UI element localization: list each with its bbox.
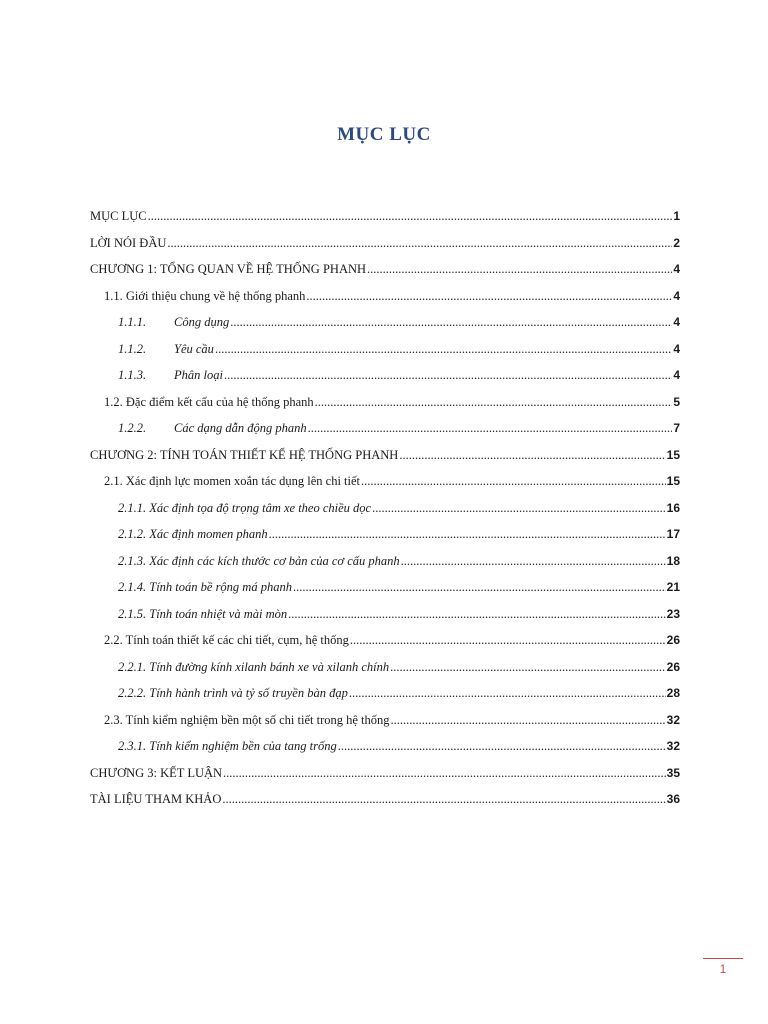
toc-leader bbox=[293, 579, 666, 595]
toc-entry[interactable] bbox=[118, 685, 680, 701]
toc-entry[interactable] bbox=[104, 394, 680, 410]
toc-entry-label: 1.1. Giới thiệu chung về hệ thống phanh bbox=[104, 289, 306, 303]
toc-entry-page: 17 bbox=[666, 527, 680, 541]
toc-entry-label: 2.1.4. Tính toán bề rộng má phanh bbox=[118, 580, 292, 594]
toc-entry-page: 26 bbox=[666, 633, 680, 647]
toc-entry[interactable] bbox=[90, 261, 680, 277]
toc-entry[interactable] bbox=[90, 447, 680, 463]
toc-entry-label: 2.2.1. Tính đường kính xilanh bánh xe và xilanh chính bbox=[118, 660, 390, 674]
toc-entry-label: 2.1. Xác định lực momen xoắn tác dụng lên chi tiết bbox=[104, 474, 361, 488]
toc-entry-label: 2.1.5. Tính toán nhiệt và mài mòn bbox=[118, 607, 288, 621]
toc-entry-page: 1 bbox=[673, 209, 680, 223]
toc-entry-page: 16 bbox=[666, 501, 680, 515]
toc-entry-label: 2.3.1. Tính kiểm nghiệm bền của tang trống bbox=[118, 739, 337, 753]
toc-entry[interactable] bbox=[118, 553, 680, 569]
toc-entry-page: 2 bbox=[673, 236, 680, 250]
toc-entry-page: 21 bbox=[666, 580, 680, 594]
toc-entry-number: 1.2.2. bbox=[118, 421, 147, 435]
toc-entry-page: 18 bbox=[666, 554, 680, 568]
toc-entry[interactable] bbox=[90, 235, 680, 251]
toc-leader bbox=[230, 314, 672, 330]
toc-entry-page: 23 bbox=[666, 607, 680, 621]
toc-entry-page: 7 bbox=[673, 421, 680, 435]
toc-entry[interactable] bbox=[118, 579, 680, 595]
toc-entry-label: MỤC LỤC bbox=[90, 209, 147, 223]
toc-entry-page: 26 bbox=[666, 660, 680, 674]
toc-entry[interactable] bbox=[118, 659, 680, 675]
toc-leader bbox=[338, 738, 666, 754]
toc-entry-page: 4 bbox=[673, 315, 680, 329]
toc-entry[interactable] bbox=[104, 288, 680, 304]
toc-leader bbox=[222, 791, 665, 807]
toc-entry-page: 4 bbox=[673, 342, 680, 356]
toc-entry-label: 2.1.2. Xác định momen phanh bbox=[118, 527, 268, 541]
toc-entry-page: 4 bbox=[673, 289, 680, 303]
toc-entry-label: TÀI LIỆU THAM KHẢO bbox=[90, 792, 222, 806]
toc-entry-label: 1.2. Đặc điểm kết cấu của hệ thống phanh bbox=[104, 395, 314, 409]
toc-entry-page: 4 bbox=[673, 262, 680, 276]
toc-entry-page: 36 bbox=[666, 792, 680, 806]
toc-entry-label: Yêu cầu bbox=[174, 342, 214, 356]
toc-entry-page: 32 bbox=[666, 713, 680, 727]
toc-entry[interactable] bbox=[90, 208, 680, 224]
toc-leader bbox=[361, 473, 666, 489]
footer-divider bbox=[703, 958, 743, 959]
toc-entry-label: CHƯƠNG 2: TÍNH TOÁN THIẾT KẾ HỆ THỐNG PHANH bbox=[90, 448, 399, 462]
toc-entry-page: 15 bbox=[666, 474, 680, 488]
toc-entry[interactable] bbox=[90, 765, 680, 781]
toc-leader bbox=[306, 288, 672, 304]
toc-entry-label: Các dạng dẫn động phanh bbox=[174, 421, 307, 435]
toc-entry[interactable] bbox=[118, 341, 680, 357]
toc-entry-label: 2.2.2. Tính hành trình và tỷ số truyền bàn đạp bbox=[118, 686, 348, 700]
toc-entry[interactable] bbox=[118, 367, 680, 383]
footer-page-number: 1 bbox=[719, 962, 727, 976]
toc-leader bbox=[167, 235, 672, 251]
toc-leader bbox=[148, 208, 673, 224]
toc-leader bbox=[367, 261, 672, 277]
toc-entry-label: 2.3. Tính kiểm nghiệm bền một số chi tiết trong hệ thống bbox=[104, 713, 390, 727]
toc-entry[interactable] bbox=[118, 606, 680, 622]
toc-entry-page: 15 bbox=[666, 448, 680, 462]
toc-entry[interactable] bbox=[118, 526, 680, 542]
toc-leader bbox=[288, 606, 666, 622]
toc-entry-number: 1.1.2. bbox=[118, 342, 147, 356]
toc-leader bbox=[269, 526, 666, 542]
toc-entry-page: 4 bbox=[673, 368, 680, 382]
toc-entry-label: CHƯƠNG 1: TỔNG QUAN VỀ HỆ THỐNG PHANH bbox=[90, 262, 367, 276]
toc-entry-label: 2.2. Tính toán thiết kế các chi tiết, cụm, hệ thống bbox=[104, 633, 349, 647]
toc-leader bbox=[399, 447, 665, 463]
toc-entry-page: 35 bbox=[666, 766, 680, 780]
toc-entry-label: LỜI NÓI ĐẦU bbox=[90, 236, 167, 250]
toc-entry[interactable] bbox=[118, 738, 680, 754]
toc-leader bbox=[349, 685, 666, 701]
toc-entry-number: 1.1.3. bbox=[118, 368, 147, 382]
toc-leader bbox=[350, 632, 666, 648]
toc-entry-number: 1.1.1. bbox=[118, 315, 147, 329]
page-title: MỤC LỤC bbox=[337, 124, 431, 145]
toc-entry-label: CHƯƠNG 3: KẾT LUẬN bbox=[90, 766, 223, 780]
toc-leader bbox=[391, 712, 666, 728]
toc-leader bbox=[308, 420, 673, 436]
toc-entry[interactable] bbox=[118, 420, 680, 436]
toc-entry[interactable] bbox=[104, 632, 680, 648]
toc-entry[interactable] bbox=[118, 500, 680, 516]
toc-leader bbox=[390, 659, 666, 675]
toc-entry[interactable] bbox=[118, 314, 680, 330]
toc-entry[interactable] bbox=[104, 712, 680, 728]
toc-leader bbox=[315, 394, 673, 410]
toc-leader bbox=[224, 367, 672, 383]
toc-entry[interactable] bbox=[90, 791, 680, 807]
toc-leader bbox=[215, 341, 672, 357]
toc-entry-label: 2.1.1. Xác định tọa độ trọng tâm xe theo chiều dọc bbox=[118, 501, 372, 515]
toc-leader bbox=[223, 765, 666, 781]
toc-entry-label: 2.1.3. Xác định các kích thước cơ bản của cơ cấu phanh bbox=[118, 554, 400, 568]
toc-leader bbox=[372, 500, 666, 516]
toc-leader bbox=[401, 553, 666, 569]
toc-entry-label: Công dụng bbox=[174, 315, 230, 329]
toc-entry-page: 5 bbox=[673, 395, 680, 409]
toc-entry-label: Phân loại bbox=[174, 368, 223, 382]
toc-entry[interactable] bbox=[104, 473, 680, 489]
toc-entry-page: 32 bbox=[666, 739, 680, 753]
toc-entry-page: 28 bbox=[666, 686, 680, 700]
